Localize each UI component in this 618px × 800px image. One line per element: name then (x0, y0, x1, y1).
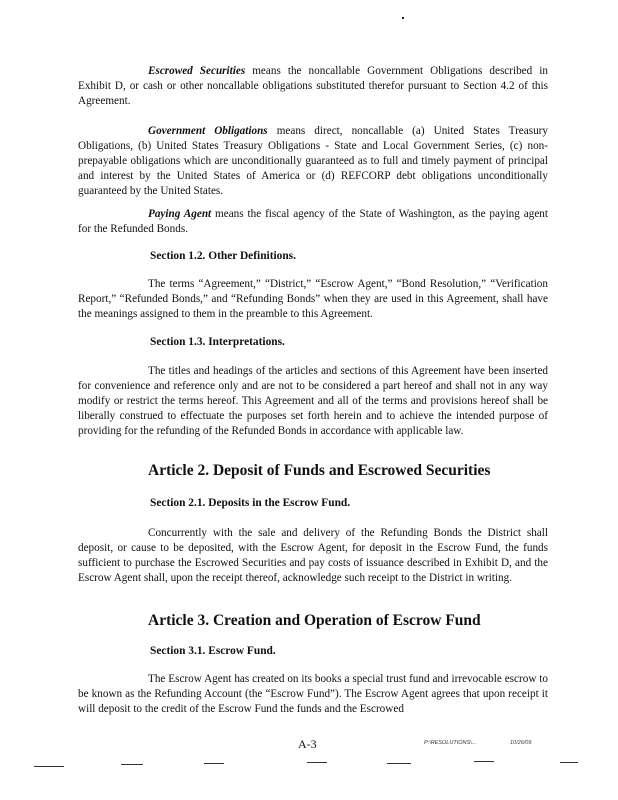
page-number: A-3 (298, 737, 317, 751)
document-code: P:\RESOLUTIONS\... (424, 740, 477, 746)
section-heading: Section 1.2. Other Definitions. (150, 250, 296, 262)
paragraph-escrow-fund: The Escrow Agent has created on its books a special trust fund and irrevocable escrow to be known as the Refunding Account (the “Escrow Fund”). The Escrow Agent agrees that upon receipt it will deposit to the credit of the Escrow Fund the funds and the Escrowed (78, 673, 548, 716)
section-heading: Section 3.1. Escrow Fund. (150, 645, 276, 657)
definition-paying-agent (78, 207, 548, 237)
document-date: 10/26/09 (510, 740, 532, 746)
section-heading: Section 1.3. Interpretations. (150, 336, 285, 348)
defined-term: Government Obligations (148, 125, 268, 137)
definition-text: means the noncallable Government Obligations described in Exhibit D, or cash or other noncallable obligations substituted therefor pursuant to Section 4.2 of this Agreement. (78, 65, 548, 108)
article-heading: Article 2. Deposit of Funds and Escrowed Securities (148, 462, 491, 479)
defined-term: Escrowed Securities (148, 65, 246, 77)
scan-mark (307, 762, 327, 763)
scan-mark (121, 764, 143, 765)
scan-mark (387, 763, 411, 764)
definition-government-obligations (78, 124, 548, 199)
paragraph-other-definitions: The terms “Agreement,” “District,” “Escrow Agent,” “Bond Resolution,” “Verification Report,” “Refunded Bonds,” and “Refunding Bonds” when they are used in this Agreement, shall have the meanings assigned to them in the preamble to this Agreement. (78, 278, 548, 321)
scan-speck (402, 17, 404, 19)
scan-mark (474, 761, 494, 762)
definition-escrowed-securities (78, 64, 548, 109)
scan-mark (204, 763, 224, 764)
definition-text: means the fiscal agency of the State of Washington, as the paying agent for the Refunded Bonds. (78, 208, 548, 236)
section-heading: Section 2.1. Deposits in the Escrow Fund. (150, 497, 351, 509)
scan-mark (34, 766, 64, 767)
defined-term: Paying Agent (148, 208, 212, 220)
article-heading: Article 3. Creation and Operation of Escrow Fund (148, 612, 481, 629)
definition-text: means direct, noncallable (a) United States Treasury Obligations, (b) United States Treasury Obligations - State and Local Government Series, (c) non-prepayable obligations which are unconditionally guaranteed as to full and timely payment of principal and interest by the United States of America or (d) REFCORP debt obligations unconditionally guaranteed by the United States. (78, 125, 549, 198)
scan-mark (560, 762, 578, 763)
paragraph-deposits: Concurrently with the sale and delivery of the Refunding Bonds the District shall deposit, or cause to be deposited, with the Escrow Agent, for deposit in the Escrow Fund, the funds sufficient to purchase the Escrowed Securities and pay costs of issuance described in Exhibit D, and the Escrow Agent shall, upon the receipt thereof, acknowledge such receipt to the District in writing. (78, 527, 548, 585)
paragraph-interpretations: The titles and headings of the articles and sections of this Agreement have been inserted for convenience and reference only and are not to be considered a part hereof and shall not in any way modify or restrict the terms hereof. This Agreement and all of the terms and provisions hereof shall be liberally construed to effectuate the purposes set forth herein and to achieve the intended purpose of providing for the refunding of the Refunded Bonds in accordance with applicable law. (78, 365, 548, 438)
